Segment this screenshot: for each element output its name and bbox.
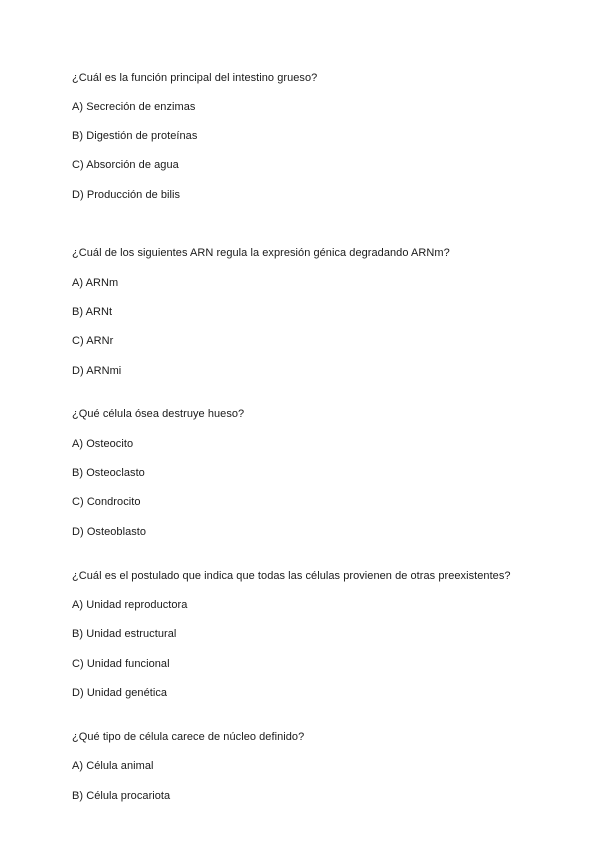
question-4-option-a: A) Unidad reproductora: [72, 599, 188, 611]
question-1-prompt: ¿Cuál es la función principal del intestino grueso?: [72, 72, 318, 84]
question-2-option-c: C) ARNr: [72, 335, 114, 347]
question-4-option-d: D) Unidad genética: [72, 687, 168, 699]
question-4-prompt: ¿Cuál es el postulado que indica que todas las células provienen de otras preexistentes?: [72, 570, 511, 582]
question-4-option-b: B) Unidad estructural: [72, 628, 177, 640]
question-3-prompt: ¿Qué célula ósea destruye hueso?: [72, 408, 245, 420]
question-1-option-c: C) Absorción de agua: [72, 159, 179, 171]
question-5-option-b: B) Célula procariota: [72, 790, 171, 802]
question-4-option-c: C) Unidad funcional: [72, 658, 170, 670]
question-2-option-a: A) ARNm: [72, 277, 119, 289]
question-2-option-b: B) ARNt: [72, 306, 113, 318]
question-3-option-d: D) Osteoblasto: [72, 526, 147, 538]
question-2-prompt: ¿Cuál de los siguientes ARN regula la expresión génica degradando ARNm?: [72, 247, 450, 259]
question-5-option-a: A) Célula animal: [72, 760, 154, 772]
question-3-option-c: C) Condrocito: [72, 496, 141, 508]
question-1-option-b: B) Digestión de proteínas: [72, 130, 198, 142]
question-1-option-d: D) Producción de bilis: [72, 189, 181, 201]
question-3-option-a: A) Osteocito: [72, 438, 134, 450]
question-3-option-b: B) Osteoclasto: [72, 467, 145, 479]
question-1-option-a: A) Secreción de enzimas: [72, 101, 196, 113]
question-2-option-d: D) ARNmi: [72, 365, 122, 377]
question-5-prompt: ¿Qué tipo de célula carece de núcleo definido?: [72, 731, 305, 743]
